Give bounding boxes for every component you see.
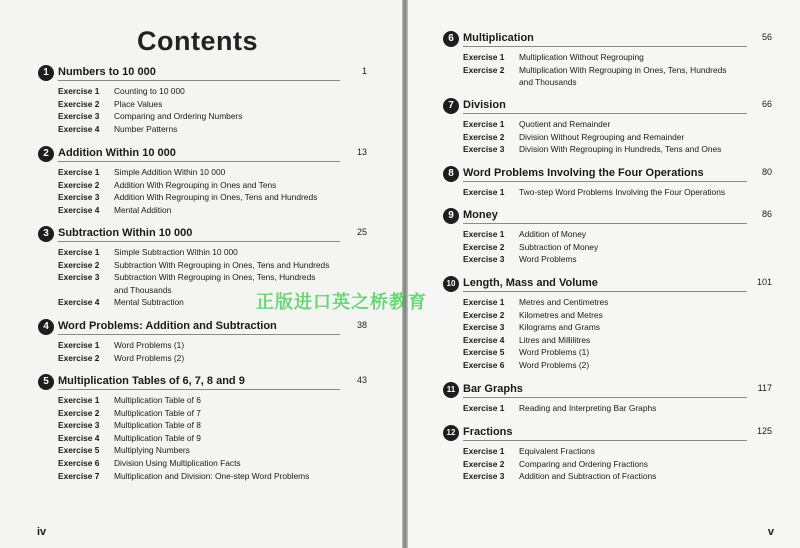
chapter-title: Addition Within 10 000 [58,147,176,159]
exercise-title: Division With Regrouping in Hundreds, Tens and Ones [519,144,722,155]
exercise-item[interactable] [463,321,778,334]
exercise-list [58,394,373,482]
exercise-label: Exercise 1 [58,167,100,177]
exercise-item[interactable] [463,359,778,372]
exercise-item[interactable] [58,432,373,445]
exercise-item[interactable] [58,339,373,352]
chapter-title: Word Problems: Addition and Subtraction [58,320,277,332]
exercise-title: Multiplication Without Regrouping [519,52,644,62]
chapter-title: Numbers to 10 000 [58,66,156,78]
exercise-title: Multiplication With Regrouping in Ones, Tens, Hundreds [519,64,727,75]
exercise-item[interactable] [58,407,373,420]
leader-rule [463,440,747,441]
chapter-number-badge: 9 [443,208,459,224]
exercise-title: Multiplication Table of 7 [114,407,201,418]
page-folio: iv [37,526,47,538]
exercise-title: Addition and Subtraction of Fractions [519,471,657,482]
chapter-title: Money [463,209,498,221]
exercise-title: Comparing and Ordering Fractions [519,458,648,469]
chapter-heading [443,208,778,226]
chapter-page-number: 101 [756,277,772,287]
exercise-title: Word Problems (2) [114,352,185,363]
exercise-list [463,228,778,266]
chapter-number-badge: 11 [443,382,459,398]
exercise-label: Exercise 1 [463,229,505,239]
exercise-label: Exercise 2 [58,179,100,190]
exercise-item[interactable] [463,228,778,241]
chapter-page-number: 43 [356,375,367,385]
chapter-number-badge: 2 [38,146,54,162]
chapter-heading [38,65,373,83]
exercise-label: Exercise 6 [463,359,505,370]
exercise-title: Metres and Centimetres [519,297,609,307]
exercise-item[interactable] [463,445,778,458]
chapter-title: Bar Graphs [463,383,523,395]
exercise-item[interactable] [463,241,778,254]
exercise-title: Division Without Regrouping and Remainder [519,131,685,142]
chapter-entry[interactable] [38,65,373,135]
chapter-number-badge: 5 [38,374,54,390]
chapter-entry[interactable] [38,319,373,364]
chapter-title: Multiplication [463,32,534,44]
exercise-title: Comparing and Ordering Numbers [114,111,243,122]
exercise-title: Word Problems (1) [114,340,185,350]
exercise-item[interactable] [58,98,373,111]
exercise-label: Exercise 1 [58,86,100,96]
watermark-text: 正版进口英之桥教育 [256,292,427,312]
exercise-item[interactable] [58,179,373,192]
chapter-page-number: 80 [761,167,772,177]
exercise-title: Division Using Multiplication Facts [114,457,241,468]
exercise-list [463,51,778,89]
chapter-title: Fractions [463,426,513,438]
exercise-label: Exercise 5 [463,347,505,358]
leader-rule [463,46,747,47]
exercise-label: Exercise 3 [58,192,100,203]
exercise-label: Exercise 1 [463,297,505,307]
exercise-list [463,118,778,156]
exercise-label: Exercise 1 [463,52,505,62]
exercise-label: Exercise 1 [58,247,100,257]
exercise-item[interactable] [463,64,778,89]
exercise-label: Exercise 2 [58,407,100,418]
exercise-label: Exercise 1 [463,403,505,413]
exercise-item[interactable] [463,309,778,322]
exercise-label: Exercise 4 [58,204,100,215]
exercise-item[interactable] [58,419,373,432]
exercise-title: Mental Addition [114,204,172,215]
exercise-item[interactable] [463,186,778,199]
exercise-title: Subtraction With Regrouping in Ones, Tens, Hundreds [114,272,316,283]
exercise-title: Simple Addition Within 10 000 [114,167,226,177]
exercise-label: Exercise 2 [463,241,505,252]
chapter-entry[interactable] [38,146,373,216]
exercise-title: Word Problems [519,254,577,265]
exercise-label: Exercise 2 [463,64,505,75]
exercise-title: Number Patterns [114,123,178,134]
chapter-entry[interactable] [443,31,778,89]
exercise-list [463,445,778,483]
chapter-heading [443,425,778,443]
exercise-title: Counting to 10 000 [114,86,185,96]
chapter-page-number: 56 [761,32,772,42]
exercise-title: Addition of Money [519,229,587,239]
exercise-list [58,339,373,364]
exercise-title: Litres and Millilitres [519,334,591,345]
exercise-list [463,402,778,415]
exercise-label: Exercise 2 [463,131,505,142]
chapter-title: Multiplication Tables of 6, 7, 8 and 9 [58,375,245,387]
chapter-heading [38,226,373,244]
exercise-label: Exercise 1 [463,187,505,197]
exercise-label: Exercise 3 [463,471,505,482]
leader-rule [58,80,340,81]
exercise-title: Subtraction With Regrouping in Ones, Tens and Hundreds [114,259,330,270]
exercise-title: Two-step Word Problems Involving the Four Operations [519,187,726,197]
chapter-entry[interactable] [443,382,778,415]
chapter-number-badge: 8 [443,166,459,182]
exercise-item[interactable] [58,246,373,259]
exercise-title: Multiplication Table of 6 [114,395,201,405]
exercise-label: Exercise 1 [463,119,505,129]
exercise-item[interactable] [58,470,373,483]
exercise-title: Subtraction of Money [519,241,599,252]
exercise-title: Reading and Interpreting Bar Graphs [519,403,657,413]
leader-rule [463,181,747,182]
chapter-heading [443,276,778,294]
chapter-entry[interactable] [443,276,778,372]
exercise-label: Exercise 3 [463,254,505,265]
exercise-title: Equivalent Fractions [519,446,595,456]
exercise-title-continued: and Thousands [519,77,577,88]
chapter-page-number: 86 [761,209,772,219]
leader-rule [463,223,747,224]
exercise-item[interactable] [463,470,778,483]
exercise-label: Exercise 5 [58,445,100,456]
chapter-page-number: 38 [356,320,367,330]
exercise-title: Kilometres and Metres [519,309,603,320]
exercise-title: Addition With Regrouping in Ones, Tens and Hundreds [114,192,318,203]
chapter-entry[interactable] [443,208,778,266]
exercise-label: Exercise 6 [58,457,100,468]
chapter-entry[interactable] [443,425,778,483]
right-page [408,0,800,548]
leader-rule [463,397,747,398]
exercise-title-continued: and Thousands [114,284,172,295]
exercise-label: Exercise 3 [58,111,100,122]
exercise-item[interactable] [58,204,373,217]
leader-rule [58,241,340,242]
chapter-page-number: 25 [356,227,367,237]
exercise-title: Addition With Regrouping in Ones and Tens [114,179,277,190]
exercise-title: Multiplication Table of 8 [114,420,201,431]
exercise-title: Multiplication and Division: One-step Word Problems [114,470,310,481]
exercise-list [463,186,778,199]
exercise-list [58,85,373,135]
chapter-number-badge: 12 [443,425,459,441]
exercise-label: Exercise 2 [58,259,100,270]
exercise-title: Kilograms and Grams [519,322,600,333]
exercise-label: Exercise 3 [58,272,100,283]
exercise-title: Simple Subtraction Within 10 000 [114,247,238,257]
chapter-number-badge: 1 [38,65,54,81]
chapter-entry[interactable] [38,374,373,482]
chapter-heading [443,382,778,400]
page-title: Contents [137,26,258,56]
exercise-item[interactable] [58,166,373,179]
exercise-item[interactable] [58,457,373,470]
exercise-title: Multiplying Numbers [114,445,190,456]
chapter-title: Subtraction Within 10 000 [58,227,193,239]
chapter-heading [38,374,373,392]
exercise-item[interactable] [58,191,373,204]
exercise-label: Exercise 3 [58,420,100,431]
exercise-label: Exercise 4 [58,432,100,443]
leader-rule [58,161,340,162]
leader-rule [58,334,340,335]
exercise-title: Multiplication Table of 9 [114,432,201,443]
chapter-heading [38,319,373,337]
exercise-label: Exercise 1 [58,340,100,350]
chapter-page-number: 66 [761,99,772,109]
chapter-entry[interactable] [443,98,778,156]
exercise-item[interactable] [58,85,373,98]
exercise-item[interactable] [463,334,778,347]
exercise-title: Mental Subtraction [114,297,184,308]
exercise-item[interactable] [58,394,373,407]
exercise-item[interactable] [463,296,778,309]
exercise-label: Exercise 2 [58,352,100,363]
exercise-label: Exercise 2 [463,458,505,469]
chapter-title: Length, Mass and Volume [463,277,598,289]
exercise-list [463,296,778,372]
exercise-title: Place Values [114,98,163,109]
chapter-heading [443,98,778,116]
exercise-item[interactable] [463,253,778,266]
exercise-item[interactable] [58,352,373,365]
exercise-item[interactable] [463,131,778,144]
leader-rule [463,291,747,292]
exercise-label: Exercise 4 [58,297,100,308]
chapter-title: Division [463,99,506,111]
exercise-title: Quotient and Remainder [519,119,611,129]
exercise-item[interactable] [463,118,778,131]
exercise-item[interactable] [463,143,778,156]
leader-rule [463,113,747,114]
exercise-label: Exercise 7 [58,470,100,481]
exercise-label: Exercise 2 [463,309,505,320]
exercise-label: Exercise 3 [463,144,505,155]
chapter-heading [443,31,778,49]
exercise-item[interactable] [58,444,373,457]
leader-rule [58,389,340,390]
chapter-heading [38,146,373,164]
exercise-label: Exercise 1 [58,395,100,405]
chapter-page-number: 1 [361,66,367,76]
chapter-number-badge: 3 [38,226,54,242]
chapter-number-badge: 7 [443,98,459,114]
exercise-title: Word Problems (1) [519,347,590,358]
exercise-label: Exercise 1 [463,446,505,456]
exercise-label: Exercise 4 [58,123,100,134]
exercise-label: Exercise 3 [463,322,505,333]
exercise-item[interactable] [463,51,778,64]
chapter-number-badge: 4 [38,319,54,335]
exercise-label: Exercise 4 [463,334,505,345]
exercise-label: Exercise 2 [58,98,100,109]
exercise-item[interactable] [58,123,373,136]
exercise-item[interactable] [58,259,373,272]
exercise-title: Word Problems (2) [519,359,590,370]
chapter-entry[interactable] [443,166,778,199]
chapter-number-badge: 10 [443,276,459,292]
chapter-page-number: 125 [756,426,772,436]
exercise-item[interactable] [463,346,778,359]
page-folio: v [767,526,774,538]
chapter-title: Word Problems Involving the Four Operations [463,167,704,179]
chapter-heading [443,166,778,184]
chapter-number-badge: 6 [443,31,459,47]
exercise-list [58,166,373,216]
chapter-page-number: 117 [757,383,772,393]
exercise-item[interactable] [58,110,373,123]
chapter-page-number: 13 [356,147,367,157]
exercise-item[interactable] [463,402,778,415]
exercise-item[interactable] [463,458,778,471]
